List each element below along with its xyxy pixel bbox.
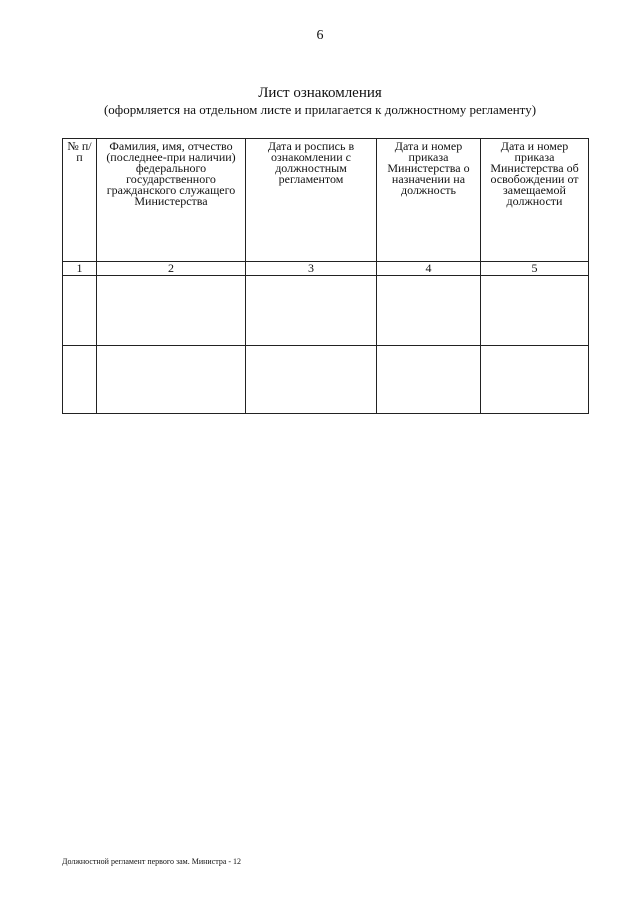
acknowledgement-table [62, 138, 589, 414]
table-row [63, 346, 589, 414]
column-number: 3 [246, 262, 377, 276]
table-cell[interactable] [63, 276, 97, 346]
table-cell[interactable] [377, 276, 481, 346]
header-cell-signature-date: Дата и роспись в ознакомлении с должностным регламентом [246, 139, 377, 262]
table-cell[interactable] [63, 346, 97, 414]
table-cell[interactable] [481, 276, 589, 346]
header-cell-number: № п/п [63, 139, 97, 262]
header-cell-dismissal-order: Дата и номер приказа Министерства об освобождении от замещаемой должности [481, 139, 589, 262]
page-number: 6 [316, 28, 324, 43]
table-cell[interactable] [481, 346, 589, 414]
page-footer: Должностной регламент первого зам. Министра - 12 [62, 857, 242, 866]
column-number: 5 [481, 262, 589, 276]
table-row [63, 276, 589, 346]
header-row [63, 139, 589, 262]
table-cell[interactable] [246, 346, 377, 414]
table-cell[interactable] [377, 346, 481, 414]
document-title: Лист ознакомления [258, 85, 382, 101]
column-number: 4 [377, 262, 481, 276]
table-cell[interactable] [97, 346, 246, 414]
column-number: 2 [97, 262, 246, 276]
header-cell-appointment-order: Дата и номер приказа Министерства о назначении на должность [377, 139, 481, 262]
table-cell[interactable] [246, 276, 377, 346]
column-number: 1 [63, 262, 97, 276]
table-cell[interactable] [97, 276, 246, 346]
document-subtitle: (оформляется на отдельном листе и прилагается к должностному регламенту) [103, 102, 537, 117]
column-number-row [63, 262, 589, 276]
header-cell-full-name: Фамилия, имя, отчество (последнее-при наличии) федерального государственного гражданского служащего Министерства [97, 139, 246, 262]
